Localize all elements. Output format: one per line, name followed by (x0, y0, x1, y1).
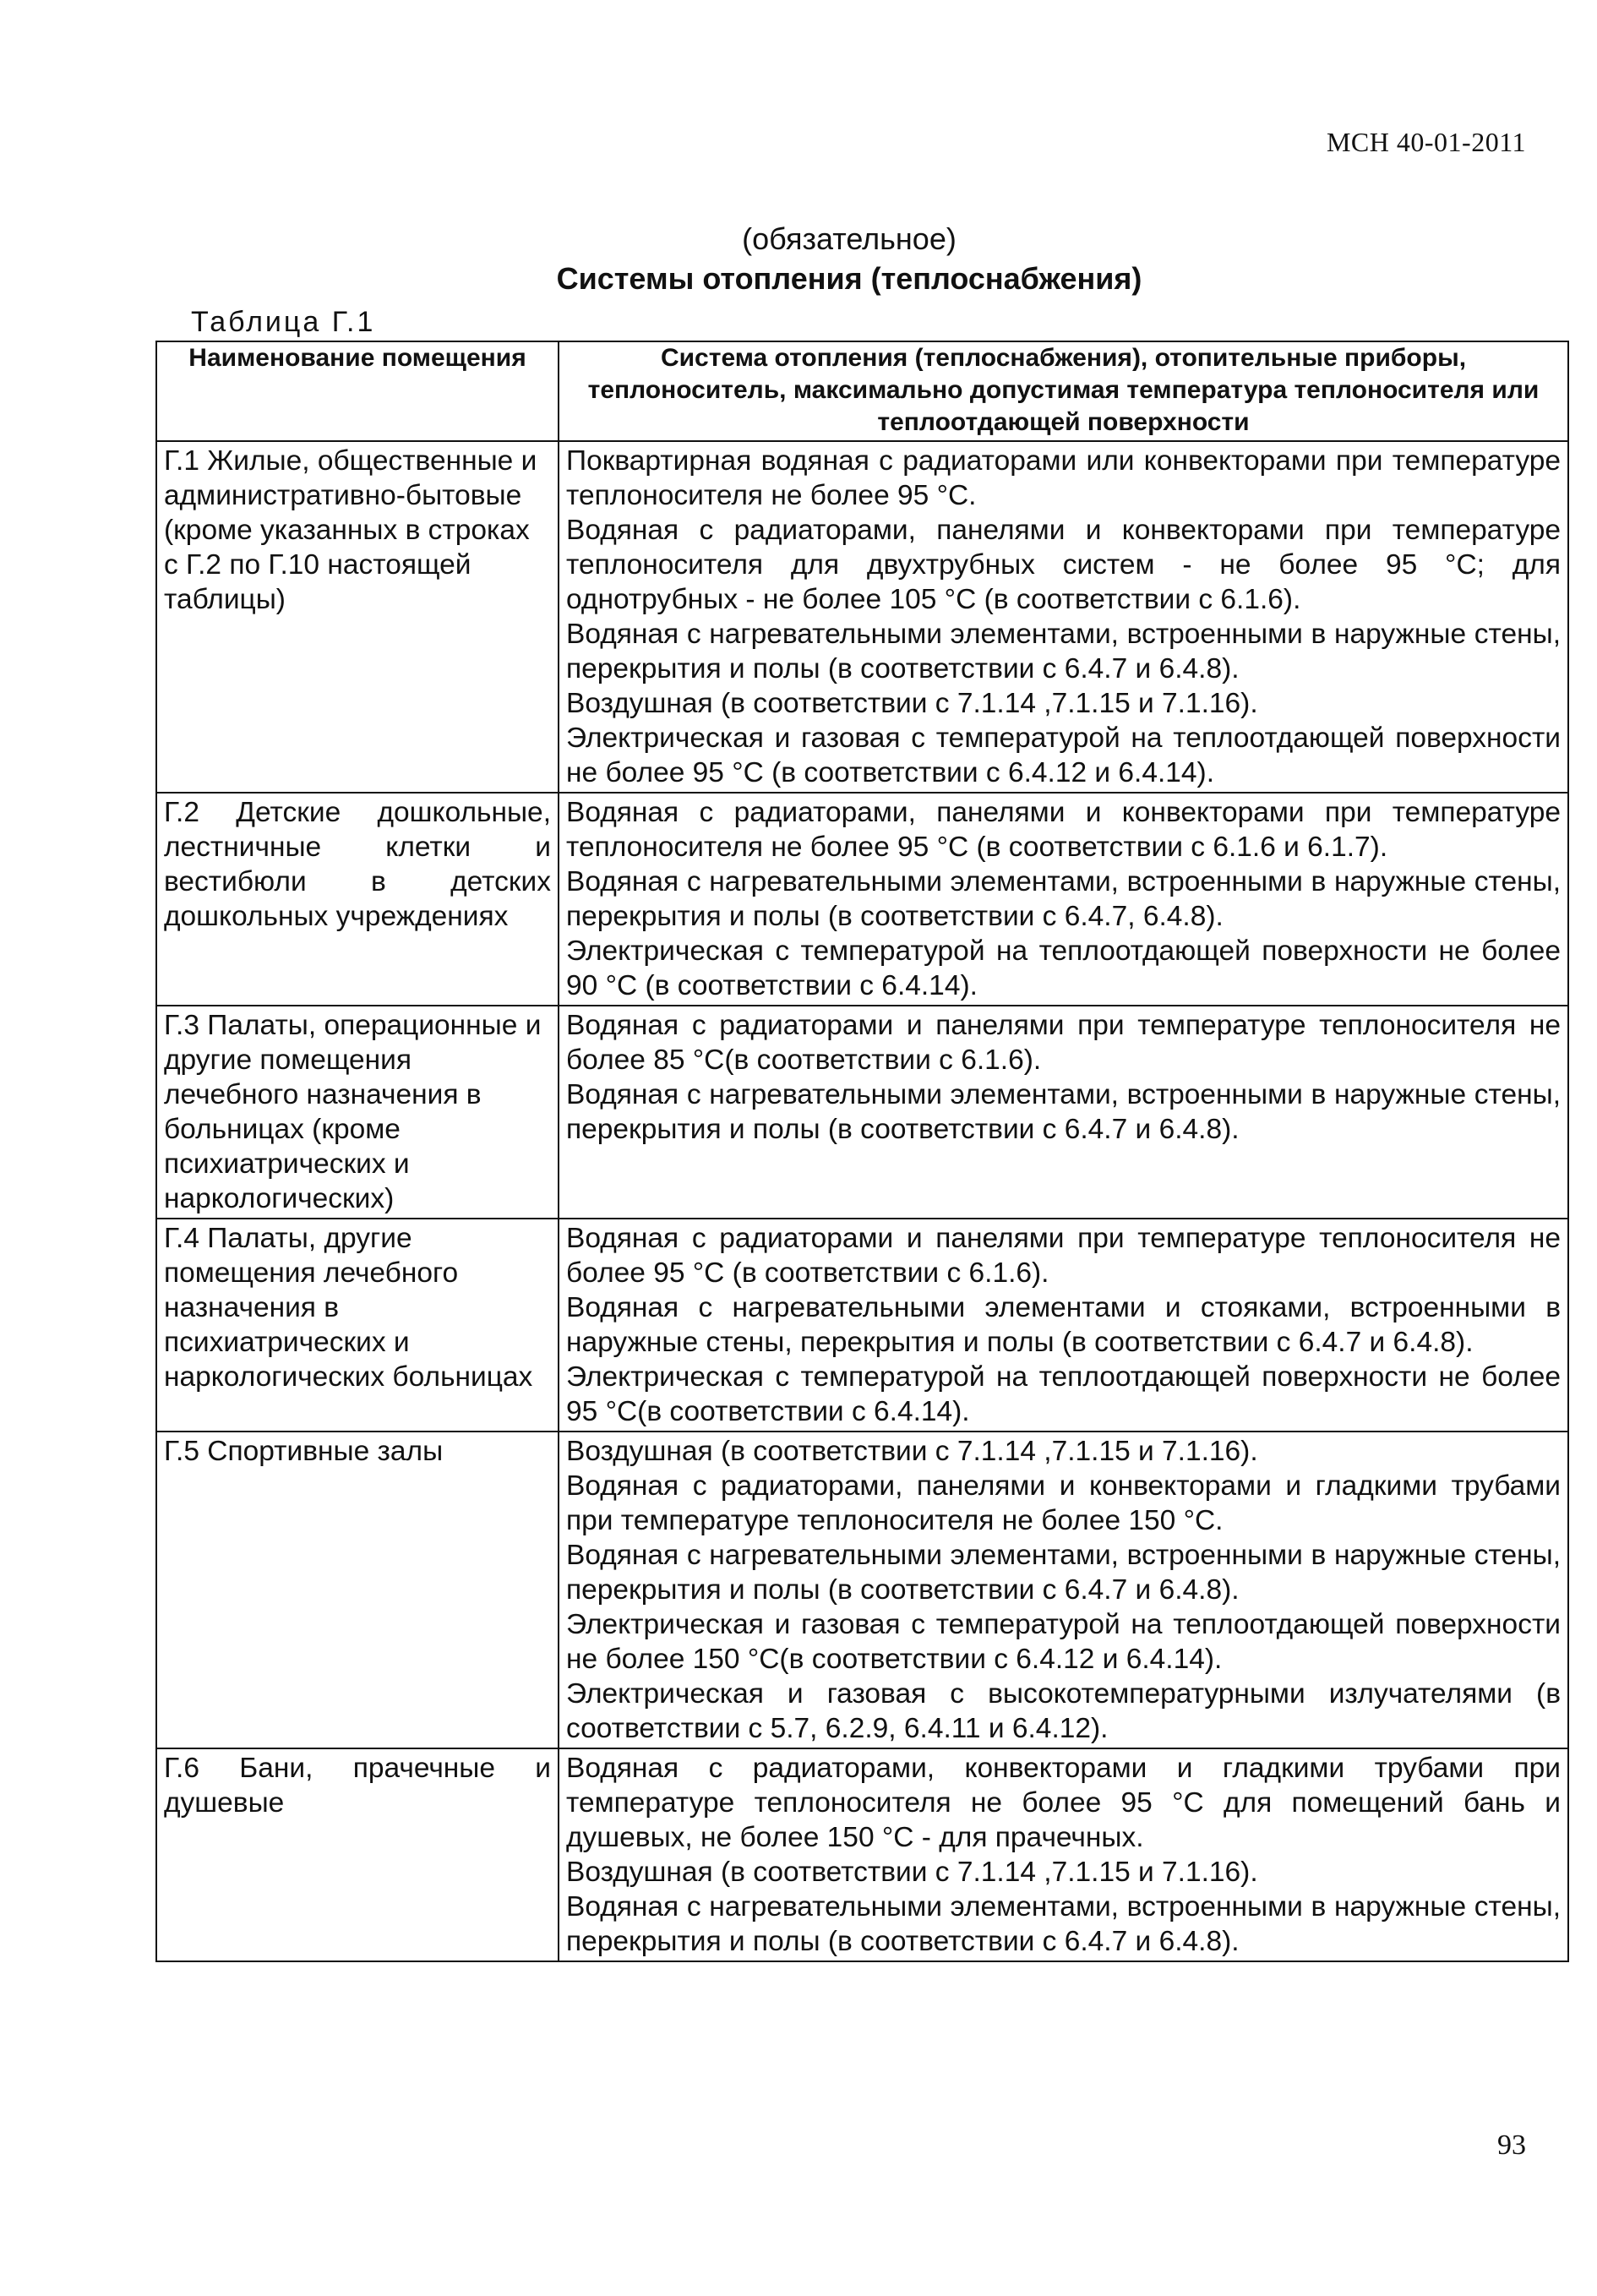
system-line: Воздушная (в соответствии с 7.1.14 ,7.1.15 и 7.1.16). (566, 688, 1258, 719)
room-name-cell: Г.6 Бани, прачечные и душевые (156, 1748, 559, 1961)
page-number: 93 (1497, 2130, 1526, 2161)
room-name-cell: Г.5 Спортивные залы (156, 1432, 559, 1748)
system-line: Электрическая с температурой на теплоотдающей поверхности не более 90 °С (в соответствии с 6.4.14). (566, 935, 1561, 1001)
system-line: Водяная с нагревательными элементами, встроенными в наружные стены, перекрытия и полы (в соответствии с 6.4.7, 6.4.8). (566, 866, 1561, 932)
table-row (156, 1219, 1568, 1432)
heating-systems-table (155, 341, 1569, 1962)
system-line: Электрическая и газовая с температурой на теплоотдающей поверхности не более 95 °С (в соответствии с 6.4.12 и 6.4.14). (566, 723, 1561, 788)
system-line: Воздушная (в соответствии с 7.1.14 ,7.1.15 и 7.1.16). (566, 1436, 1258, 1467)
system-line: Электрическая с температурой на теплоотдающей поверхности не более 95 °С(в соответствии с 6.4.14). (566, 1361, 1561, 1427)
system-line: Водяная с радиаторами, панелями и конвекторами и гладкими трубами при температуре теплоносителя не более 150 °С. (566, 1470, 1561, 1536)
system-line: Электрическая и газовая с высокотемпературными излучателями (в соответствии с 5.7, 6.2.9, 6.4.11 и 6.4.12). (566, 1678, 1561, 1744)
heating-system-cell (559, 793, 1568, 1006)
appendix-title: Системы отопления (теплоснабжения) (556, 261, 1142, 296)
table-row (156, 441, 1568, 793)
table-row (156, 1748, 1568, 1961)
table-row (156, 1006, 1568, 1219)
room-name-cell: Г.2 Детские дошкольные, лестничные клетки и вестибюли в детских дошкольных учреждениях (156, 793, 559, 1006)
system-line: Водяная с нагревательными элементами, встроенными в наружные стены, перекрытия и полы (в соответствии с 6.4.7 и 6.4.8). (566, 1891, 1561, 1957)
system-line: Водяная с радиаторами, панелями и конвекторами при температуре теплоносителя для двухтрубных систем - не более 95 °С; для однотрубных - не более 105 °С (в соответствии с 6.1.6). (566, 515, 1561, 615)
heating-system-cell (559, 1748, 1568, 1961)
header-heating-system: Система отопления (теплоснабжения), отопительные приборы, теплоноситель, максимально допустимая температура теплоносителя или теплоотдающей поверхности (559, 341, 1568, 441)
system-line: Поквартирная водяная с радиаторами или конвекторами при температуре теплоносителя не более 95 °С. (566, 445, 1561, 511)
table-row (156, 1432, 1568, 1748)
header-room-name: Наименование помещения (156, 341, 559, 441)
system-line: Воздушная (в соответствии с 7.1.14 ,7.1.15 и 7.1.16). (566, 1857, 1258, 1888)
heating-system-cell (559, 1006, 1568, 1219)
table-caption: Таблица Г.1 (191, 306, 376, 338)
system-line: Электрическая и газовая с температурой на теплоотдающей поверхности не более 150 °С(в соответствии с 6.4.12 и 6.4.14). (566, 1609, 1561, 1675)
system-line: Водяная с радиаторами и панелями при температуре теплоносителя не более 85 °С(в соответствии с 6.1.6). (566, 1010, 1561, 1076)
system-line: Водяная с нагревательными элементами и стояками, встроенными в наружные стены, перекрытия и полы (в соответствии с 6.4.7 и 6.4.8). (566, 1292, 1561, 1358)
table-header-row (156, 341, 1568, 441)
room-name-cell: Г.3 Палаты, операционные и другие помещения лечебного назначения в больницах (кроме психиатрических и наркологических) (156, 1006, 559, 1219)
heating-system-cell (559, 1219, 1568, 1432)
system-line: Водяная с нагревательными элементами, встроенными в наружные стены, перекрытия и полы (в соответствии с 6.4.7 и 6.4.8). (566, 1540, 1561, 1606)
room-name-cell: Г.4 Палаты, другие помещения лечебного назначения в психиатрических и наркологических больницах (156, 1219, 559, 1432)
heating-systems-table-container (155, 341, 1567, 1962)
heating-system-cell (559, 1432, 1568, 1748)
table-row (156, 793, 1568, 1006)
system-line: Водяная с радиаторами и панелями при температуре теплоносителя не более 95 °С (в соответствии с 6.1.6). (566, 1223, 1561, 1289)
appendix-status: (обязательное) (742, 221, 957, 256)
room-name-cell: Г.1 Жилые, общественные и административно-бытовые (кроме указанных в строках с Г.2 по Г.10 настоящей таблицы) (156, 441, 559, 793)
system-line: Водяная с нагревательными элементами, встроенными в наружные стены, перекрытия и полы (в соответствии с 6.4.7 и 6.4.8). (566, 1079, 1561, 1145)
system-line: Водяная с радиаторами, панелями и конвекторами при температуре теплоносителя не более 95 °С (в соответствии с 6.1.6 и 6.1.7). (566, 797, 1561, 863)
heating-system-cell (559, 441, 1568, 793)
system-line: Водяная с нагревательными элементами, встроенными в наружные стены, перекрытия и полы (в соответствии с 6.4.7 и 6.4.8). (566, 619, 1561, 684)
document-code: МСН 40-01-2011 (1326, 127, 1526, 157)
system-line: Водяная с радиаторами, конвекторами и гладкими трубами при температуре теплоносителя не более 95 °С для помещений бань и душевых, не более 150 °С - для прачечных. (566, 1753, 1561, 1853)
